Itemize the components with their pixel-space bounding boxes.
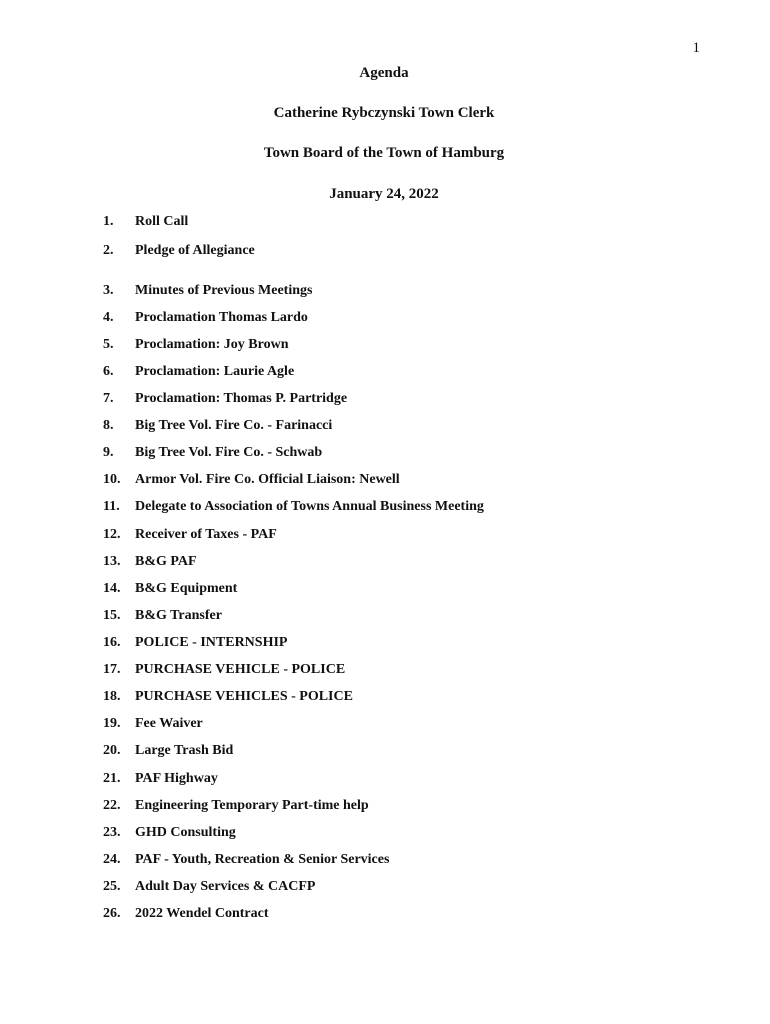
item-text: Proclamation: Joy Brown [135, 337, 289, 352]
item-text: B&G Equipment [135, 581, 238, 596]
item-number: 23. [103, 825, 121, 840]
agenda-item [0, 852, 770, 872]
item-number: 18. [103, 689, 121, 704]
agenda-item [0, 608, 770, 628]
agenda-item [0, 716, 770, 736]
item-text: B&G PAF [135, 554, 197, 569]
item-text: Pledge of Allegiance [135, 243, 255, 258]
agenda-item [0, 499, 770, 519]
agenda-item [0, 635, 770, 655]
item-text: PAF Highway [135, 771, 218, 786]
item-number: 24. [103, 852, 121, 867]
page-number: 1 [692, 40, 700, 56]
item-number: 17. [103, 662, 121, 677]
item-number: 9. [103, 445, 114, 460]
item-text: Roll Call [135, 214, 189, 229]
agenda-item [0, 243, 770, 263]
clerk-line: Catherine Rybczynski Town Clerk [273, 105, 495, 121]
item-number: 26. [103, 906, 121, 921]
agenda-item [0, 554, 770, 574]
agenda-item [0, 310, 770, 330]
agenda-item [0, 798, 770, 818]
item-text: Big Tree Vol. Fire Co. - Schwab [135, 445, 323, 460]
item-number: 13. [103, 554, 121, 569]
item-number: 1. [103, 214, 114, 229]
agenda-item [0, 337, 770, 357]
item-text: Fee Waiver [135, 716, 203, 731]
agenda-item [0, 527, 770, 547]
item-text: Delegate to Association of Towns Annual Business Meeting [135, 499, 484, 514]
item-text: PAF - Youth, Recreation & Senior Services [135, 852, 390, 867]
item-text: Proclamation Thomas Lardo [135, 310, 308, 325]
item-text: Adult Day Services & CACFP [135, 879, 316, 894]
item-number: 2. [103, 243, 114, 258]
item-text: PURCHASE VEHICLES - POLICE [135, 689, 353, 704]
agenda-item [0, 825, 770, 845]
item-number: 6. [103, 364, 114, 379]
agenda-item [0, 743, 770, 763]
agenda-item [0, 445, 770, 465]
item-number: 21. [103, 771, 121, 786]
item-text: Proclamation: Laurie Agle [135, 364, 295, 379]
agenda-item [0, 906, 770, 926]
item-text: Proclamation: Thomas P. Partridge [135, 391, 348, 406]
agenda-item [0, 283, 770, 303]
item-number: 20. [103, 743, 121, 758]
agenda-item [0, 879, 770, 899]
item-number: 14. [103, 581, 121, 596]
item-text: 2022 Wendel Contract [135, 906, 269, 921]
item-number: 19. [103, 716, 121, 731]
item-number: 22. [103, 798, 121, 813]
agenda-item [0, 771, 770, 791]
agenda-item [0, 662, 770, 682]
item-number: 12. [103, 527, 121, 542]
item-text: PURCHASE VEHICLE - POLICE [135, 662, 346, 677]
item-text: B&G Transfer [135, 608, 222, 623]
item-number: 5. [103, 337, 114, 352]
agenda-title: Agenda [359, 65, 409, 81]
item-text: Large Trash Bid [135, 743, 234, 758]
item-text: Minutes of Previous Meetings [135, 283, 313, 298]
meeting-date: January 24, 2022 [329, 186, 439, 202]
item-text: Big Tree Vol. Fire Co. - Farinacci [135, 418, 333, 433]
item-number: 10. [103, 472, 121, 487]
item-number: 3. [103, 283, 114, 298]
agenda-item [0, 689, 770, 709]
item-text: GHD Consulting [135, 825, 236, 840]
item-number: 7. [103, 391, 114, 406]
item-text: POLICE - INTERNSHIP [135, 635, 288, 650]
item-number: 15. [103, 608, 121, 623]
agenda-item [0, 391, 770, 411]
item-number: 8. [103, 418, 114, 433]
item-number: 11. [103, 499, 120, 514]
agenda-item [0, 214, 770, 234]
item-number: 16. [103, 635, 121, 650]
item-text: Receiver of Taxes - PAF [135, 527, 277, 542]
agenda-item [0, 581, 770, 601]
agenda-item [0, 364, 770, 384]
item-text: Engineering Temporary Part-time help [135, 798, 369, 813]
agenda-item [0, 418, 770, 438]
agenda-item [0, 472, 770, 492]
item-number: 25. [103, 879, 121, 894]
item-number: 4. [103, 310, 114, 325]
item-text: Armor Vol. Fire Co. Official Liaison: Newell [135, 472, 400, 487]
board-line: Town Board of the Town of Hamburg [263, 145, 505, 161]
